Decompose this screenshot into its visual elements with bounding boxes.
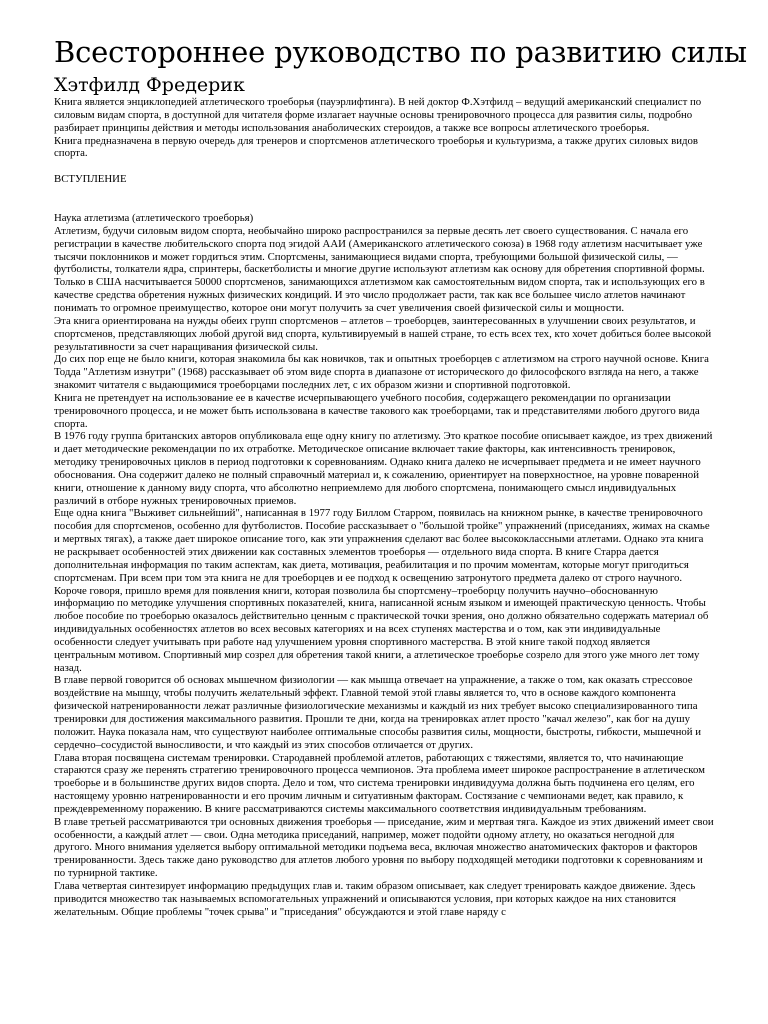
document-author: Хэтфилд Фредерик [54, 74, 245, 96]
document-title: Всестороннее руководство по развитию силы [54, 35, 747, 69]
body-paragraph: В главе первой говорится об основах мышечном физиологии — как мышца отвечает на упражнение, а также о том, как оказать стрессовое воздействие на мышцу, чтобы получить желательный эффект. Главной темой этой главы является то, что в основе каждого компонента физической натренированности лежат различные физиологические механизмы и каждый из них требует высоко специализированного типа тренировки для достижения максимального развития. Прошли те дни, когда на тренировках атлет просто "качал железо", как бог на душу положит. Наука показала нам, что существуют наиболее оптимальные способы развития силы, мощности, быстроты, гибкости, мышечной и сердечно–сосудистой выносливости, и что каждый из этих способов отличается от других. [54, 674, 702, 751]
body-paragraph: Атлетизм, будучи силовым видом спорта, необычайно широко распространился за первые десять лет своего существования. С начала его регистрации в качестве любительского спорта под эгидой ААИ (Американского атлетического союза) в 1968 году атлетизм насчитывает уже тысячи поклонников и может гордиться этим. Спортсмены, занимающиеся видами спорта, требующими большой физической силы, — футболисты, толкатели ядра, спринтеры, баскетболисты и многие другие используют атлетизм как основу для обретения спортивной формы. Только в США насчитывается 50000 спортсменов, занимающихся атлетизмом как самостоятельным видом спорта, так и использующих его в качестве средства обретения нужных физических кондиций. И это число продолжает расти, так как все большее число атлетов начинают понимать то огромное преимущество, которое они могут получить за счет увеличения своей физической силы и мощности. [54, 224, 705, 314]
body-paragraph: До сих пор еще не было книги, которая знакомила бы как новичков, так и опытных троеборцев с атлетизмом на строго научной основе. Книга Тодда "Атлетизм изнутри" (1968) рассказывает об этом виде спорта в диапазоне от исторического до философского взгляда на него, а также знакомит читателя с выдающимися троеборцами последних лет, с их образом жизни и спортивной подготовкой. [54, 353, 709, 392]
section-heading: ВСТУПЛЕНИЕ [54, 173, 127, 186]
body-paragraph: Книга не претендует на использование ее в качестве исчерпывающего учебного пособия, содержащего рекомендации по организации тренировочного процесса, и не может быть использована в качестве такового как троеборцами, так и представителями любого другого вида спорта. [54, 391, 700, 430]
intro-paragraph-2: Книга предназначена в первую очередь для тренеров и спортсменов атлетического троеборья и культуризма, а также других силовых видов спорта. [54, 134, 698, 160]
body-paragraph: Еще одна книга "Выживет сильнейший", написанная в 1977 году Биллом Старром, появилась на книжном рынке, в качестве тренировочного пособия для спортсменов, особенно для футболистов. Пособие рассказывает о "большой тройке" упражнений (приседаниях, жимах на скамье и мертвых тягах), а также дает широкое описание того, как эти упражнения сделают вас более высококлассными атлетами. Однако эта книга не раскрывает особенностей этих движении как составных элементов троеборья — отдельного вида спорта. В книге Старра дается дополнительная информация по таким аспектам, как диета, мотивация, реабилитация и по прочим моментам, которые могут пригодиться спортсменам. При всем при том эта книга не для троеборцев и ее подход к освещению затронутого предмета далеко от строго научного. [54, 507, 710, 584]
subsection-heading: Наука атлетизма (атлетического троеборья) [54, 212, 254, 225]
spacer [54, 186, 714, 199]
spacer [54, 160, 714, 173]
body-paragraph: Глава вторая посвящена системам тренировки. Стародавней проблемой атлетов, работающих с тяжестями, является то, что начинающие стараются сразу же перенять стратегию тренировочного процесса чемпионов. Эта проблема имеет широкое распространение в атлетическом троеборье и в большинстве других видов спорта. Дело и том, что система тренировки индивидуума должна быть подчинена его целям, его настоящему уровню натренированности и его прочим личным и ситуативным факторам. Состязание с чемпионами ведет, как правило, к преждевременному поражению. В книге рассматриваются системы максимального соответствия индивидуальным требованиям. [54, 751, 706, 815]
body-paragraph: В главе третьей рассматриваются три основных движения троеборья — приседание, жим и мертвая тяга. Каждое из этих движений имеет свои особенности, а каждый атлет — свои. Одна методика приседаний, например, может подойти одному атлету, но оказаться негодной для другого. Много внимания уделяется выбору оптимальной методики подъема веса, включая множество анатомических факторов и факторов тренированности. Здесь также дано руководство для атлетов любого уровня по выбору подходящей методики подготовки к соревнованиям и по турнирной тактике. [54, 815, 714, 880]
body-paragraph: В 1976 году группа британских авторов опубликовала еще одну книгу по атлетизму. Это краткое пособие описывает каждое, из трех движений и дает методические рекомендации по их отработке. Методическое описание включает такие факторы, как интенсивность тренировок, методику тренировочных циклов в период подготовки к соревнованиям. Однако книга далеко не исчерпывает предмета и не имеет научного обоснования. Она содержит далеко не полный справочный материал и, к сожалению, ориентирует на поверхностное, на уровне поваренной книги, отношение к данному виду спорта, что абсолютно неприемлемо для любого спортсмена, понимающего смысл индивидуальных различий в отборе нужных тренировочных приемов. [54, 430, 713, 507]
body-paragraph: Эта книга ориентирована на нужды обеих групп спортсменов – атлетов – троеборцев, заинтересованных в улучшении своих результатов, и спортсменов, представляющих любой другой вид спорта, культивируемый в нашей стране, то есть всех тех, кто хочет добиться более высокой результативности за счет наращивания физической силы. [54, 314, 712, 353]
intro-paragraph-1: Книга является энциклопедией атлетического троеборья (пауэрлифтинга). В ней доктор Ф.Хэтфилд – ведущий американский специалист по силовым видам спорта, в доступной для читателя форме излагает научные основы тренировочного процесса для развития силы, подробно разбирает принципы действия и методы использования анаболических стероидов, а также все вопросы атлетического троеборья. [54, 96, 702, 134]
spacer [54, 199, 714, 212]
body-paragraph: Короче говоря, пришло время для появления книги, которая позволила бы спортсмену–троеборцу получить научно–обоснованную информацию по методике улучшения спортивных показателей, книга, написанной ясным языком и имеющей практическую ценность. Чтобы любое пособие по троеборью оказалось действительно ценным с практической точки зрения, оно должно обязательно содержать материал об индивидуальных особенностях атлетов во всех весовых категориях и на всех ступенях мастерства и о том, как эти индивидуальные особенности следует учитывать при работе над улучшением уровня спортивного мастерства. В этой книге такой подход является центральным мотивом. Спортивный мир созрел для обретения такой книги, а атлетическое троеборье созрело для этого уже много лет тому назад. [54, 584, 709, 674]
document-page [54, 32, 747, 918]
body-paragraph: Глава четвертая синтезирует информацию предыдущих глав и. таким образом описывает, как следует тренировать каждое движение. Здесь приводится множество так называемых вспомогательных упражнений и описываются условия, при которых каждое на них становится желательным. Общие проблемы "точек срыва" и "приседания" обсуждаются и этой главе наряду с [54, 879, 696, 918]
